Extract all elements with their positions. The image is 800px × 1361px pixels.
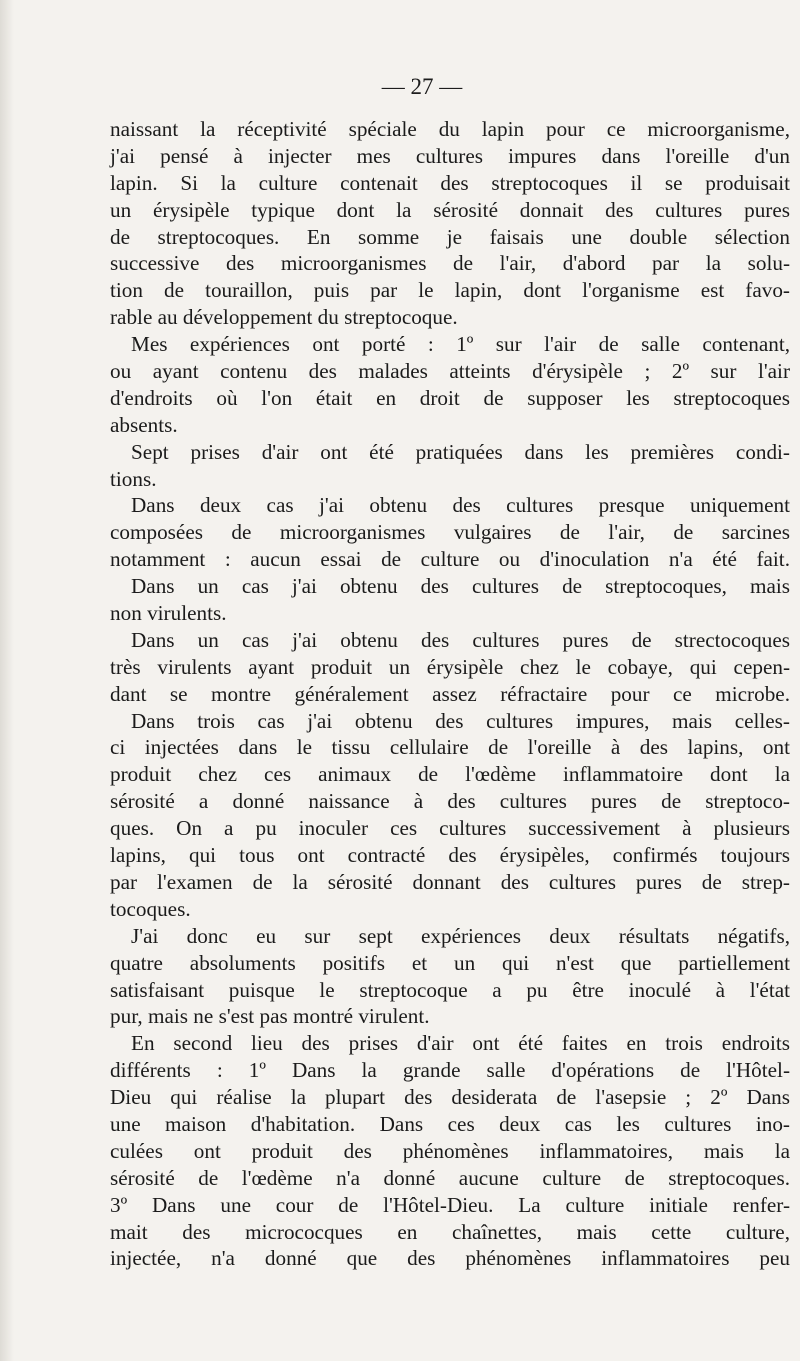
text-line: culées ont produit des phénomènes inflammatoires, mais la — [110, 1138, 790, 1163]
text-line: Dans trois cas j'ai obtenu des cultures impures, mais celles- — [131, 708, 790, 733]
text-line: successive des microorganismes de l'air, d'abord par la solu- — [110, 251, 790, 276]
text-line: Sept prises d'air ont été pratiquées dans les premières condi- — [131, 439, 790, 464]
text-line: satisfaisant puisque le streptocoque a pu être inoculé à l'état — [110, 977, 790, 1002]
text-line: ques. On a pu inoculer ces cultures successivement à plusieurs — [110, 816, 790, 841]
text-line: composées de microorganismes vulgaires de l'air, de sarcines — [110, 520, 790, 545]
body-text — [110, 116, 790, 1272]
text-line: Dans un cas j'ai obtenu des cultures de streptocoques, mais — [131, 574, 790, 599]
text-line: ou ayant contenu des malades atteints d'érysipèle ; 2º sur l'air — [110, 359, 790, 384]
page-edge-shadow — [0, 0, 14, 1361]
text-line: sérosité de l'œdème n'a donné aucune culture de streptocoques. — [110, 1165, 790, 1190]
text-line: d'endroits où l'on était en droit de supposer les streptocoques — [110, 385, 790, 410]
text-line: tions. — [110, 466, 157, 491]
text-line: sérosité a donné naissance à des cultures pures de streptoco- — [110, 789, 790, 814]
text-line: notamment : aucun essai de culture ou d'inoculation n'a été fait. — [110, 547, 790, 572]
text-line: lapin. Si la culture contenait des streptocoques il se produisait — [110, 170, 790, 195]
text-line: En second lieu des prises d'air ont été faites en trois endroits — [131, 1031, 790, 1056]
text-line: tion de touraillon, puis par le lapin, dont l'organisme est favo- — [110, 278, 790, 303]
text-line: Mes expériences ont porté : 1º sur l'air de salle contenant, — [131, 332, 790, 357]
text-line: dant se montre généralement assez réfractaire pour ce microbe. — [110, 681, 790, 706]
text-line: différents : 1º Dans la grande salle d'opérations de l'Hôtel- — [110, 1058, 790, 1083]
text-line: Dans un cas j'ai obtenu des cultures pures de strectocoques — [131, 627, 790, 652]
page-number: — 27 — — [381, 74, 463, 99]
text-line: tocoques. — [110, 896, 191, 921]
text-line: injectée, n'a donné que des phénomènes inflammatoires peu — [110, 1246, 790, 1271]
text-line: J'ai donc eu sur sept expériences deux résultats négatifs, — [131, 923, 790, 948]
text-line: pur, mais ne s'est pas montré virulent. — [110, 1004, 430, 1029]
text-line: un érysipèle typique dont la sérosité donnait des cultures pures — [110, 197, 790, 222]
text-line: non virulents. — [110, 601, 227, 626]
text-line: Dans deux cas j'ai obtenu des cultures presque uniquement — [131, 493, 790, 518]
text-line: j'ai pensé à injecter mes cultures impures dans l'oreille d'un — [110, 143, 790, 168]
text-line: très virulents ayant produit un érysipèle chez le cobaye, qui cepen- — [110, 654, 790, 679]
text-line: par l'examen de la sérosité donnant des cultures pures de strep- — [110, 869, 790, 894]
text-line: Dieu qui réalise la plupart des desiderata de l'asepsie ; 2º Dans — [110, 1085, 790, 1110]
text-line: produit chez ces animaux de l'œdème inflammatoire dont la — [110, 762, 790, 787]
text-line: lapins, qui tous ont contracté des érysipèles, confirmés toujours — [110, 843, 790, 868]
text-line: rable au développement du streptocoque. — [110, 305, 458, 330]
text-line: absents. — [110, 412, 178, 437]
text-line: quatre absoluments positifs et un qui n'est que partiellement — [110, 950, 790, 975]
text-line: ci injectées dans le tissu cellulaire de l'oreille à des lapins, ont — [110, 735, 790, 760]
text-line: une maison d'habitation. Dans ces deux cas les cultures ino- — [110, 1111, 790, 1136]
text-line: de streptocoques. En somme je faisais une double sélection — [110, 224, 790, 249]
text-line: naissant la réceptivité spéciale du lapin pour ce microorganisme, — [110, 117, 790, 141]
text-line: mait des micrococques en chaînettes, mais cette culture, — [110, 1219, 790, 1244]
text-line: 3º Dans une cour de l'Hôtel-Dieu. La culture initiale renfer- — [110, 1192, 790, 1217]
